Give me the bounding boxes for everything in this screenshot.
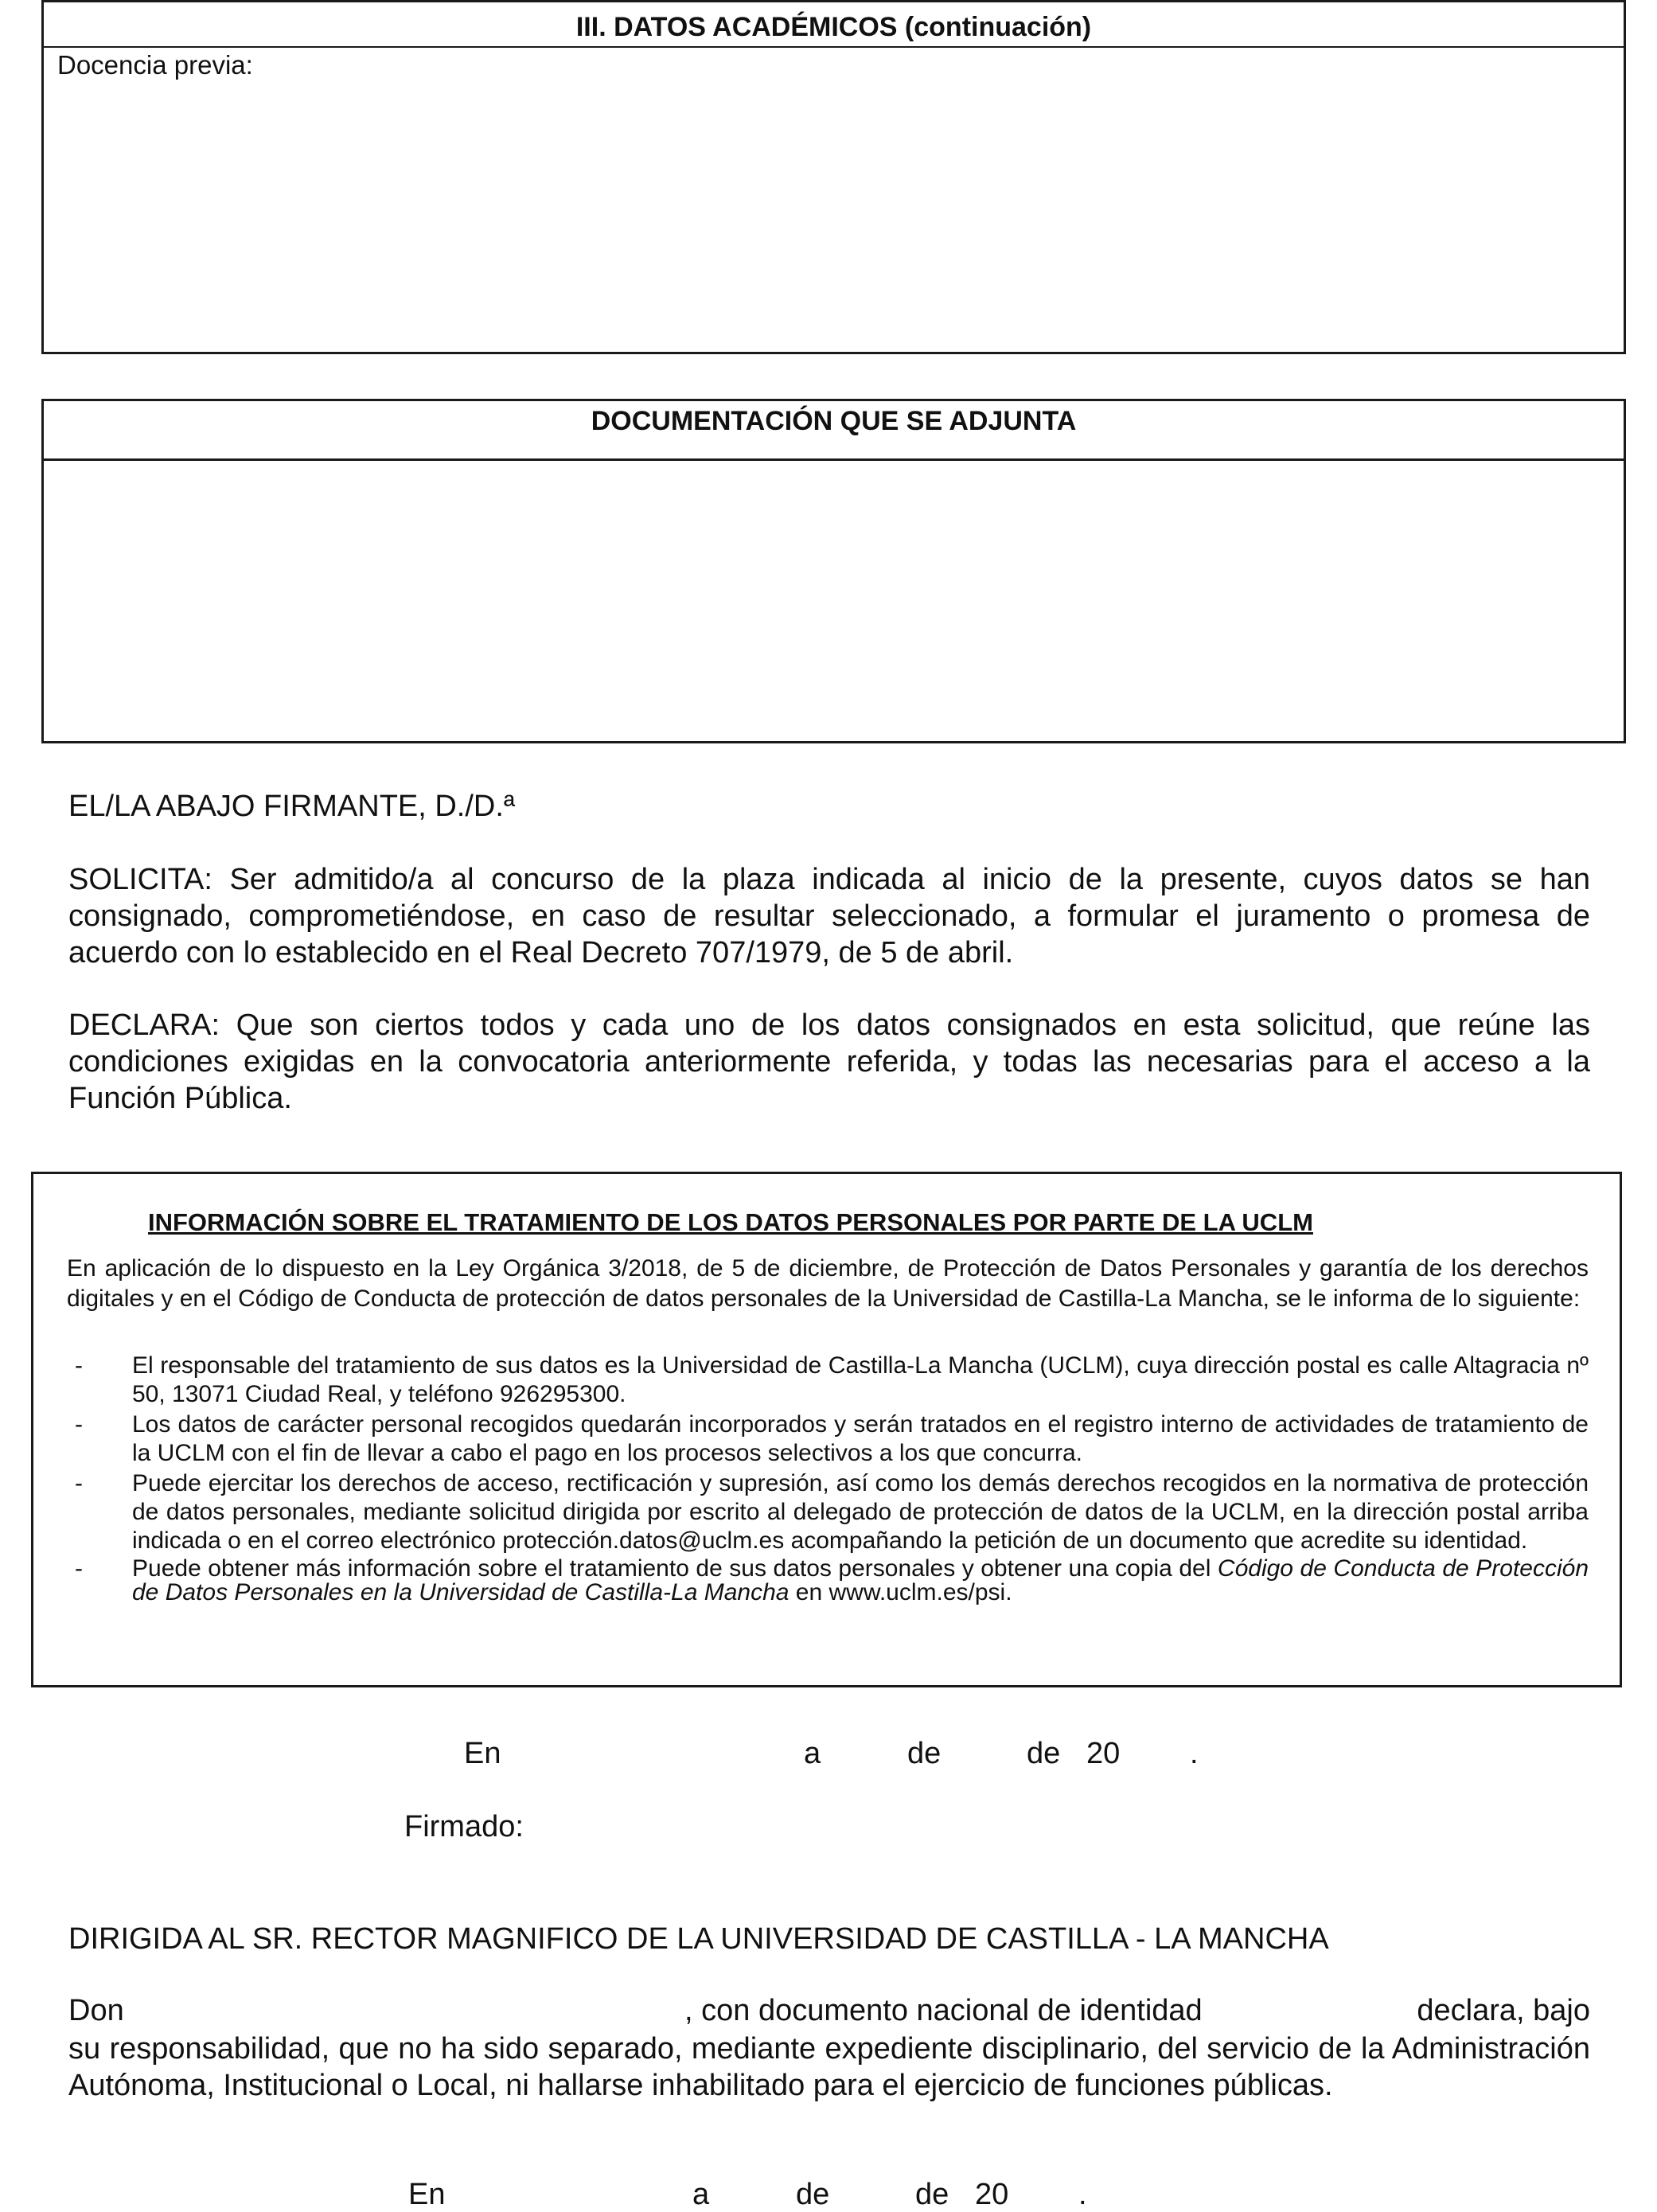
- docencia-previa-label: Docencia previa:: [57, 50, 253, 80]
- declara-paragraph: DECLARA: Que son ciertos todos y cada uno de los datos consignados en esta solicitud, que reúne las condiciones exigidas en la convocatoria anteriormente referida, y todas las necesarias para el acceso a la Función Pública.: [68, 1008, 1590, 1115]
- date-en-label: En: [464, 1737, 501, 1770]
- academic-data-box: [41, 0, 1626, 354]
- signatory-line: EL/LA ABAJO FIRMANTE, D./D.ª: [68, 790, 515, 823]
- list-dash: -: [75, 1555, 83, 1582]
- firmado-label: Firmado:: [404, 1810, 524, 1843]
- privacy-info-list: [67, 1352, 1589, 1606]
- date-a-label: a: [692, 2178, 710, 2211]
- dni-text: , con documento nacional de identidad: [684, 1994, 1203, 2027]
- date-year-label: 20: [975, 2178, 1009, 2211]
- academic-title-divider: [44, 46, 1624, 48]
- list-dash: -: [75, 1470, 83, 1496]
- privacy-info-item: - Los datos de carácter personal recogidos quedarán incorporados y serán tratados en el registro interno de actividades de tratamiento de la UCLM con el fin de llevar a cabo el pago en los procesos selectivos a los que concurra.: [75, 1411, 1589, 1466]
- date-de-label: de: [907, 1737, 942, 1770]
- date-year-label: 20: [1086, 1737, 1121, 1770]
- responsibility-declaration: su responsabilidad, que no ha sido separado, mediante expediente disciplinario, del servicio de la Administración Autónoma, Institucional o Local, ni hallarse inhabilitado para el ejercicio de funciones públicas.: [68, 2032, 1590, 2102]
- date-place-field[interactable]: [517, 1737, 788, 1772]
- date-de-label: de: [796, 2178, 830, 2211]
- privacy-info-item: - El responsable del tratamiento de sus datos es la Universidad de Castilla-La Mancha (UCLM), cuya dirección postal es calle Altagracia nº 50, 13071 Ciudad Real, y teléfono 926295300.: [75, 1352, 1589, 1407]
- privacy-info-item: - Puede obtener más información sobre el tratamiento de sus datos personales y obtener una copia del Código de Conducta de Protección de Datos Personales en la Universidad de Castilla-La Mancha en www.uclm.es/psi.: [75, 1555, 1589, 1605]
- date-dot: .: [1078, 2178, 1087, 2211]
- addressee-line: DIRIGIDA AL SR. RECTOR MAGNIFICO DE LA UNIVERSIDAD DE CASTILLA - LA MANCHA: [68, 1922, 1329, 1956]
- don-name-field[interactable]: [135, 1994, 676, 2029]
- privacy-info-title: INFORMACIÓN SOBRE EL TRATAMIENTO DE LOS DATOS PERSONALES POR PARTE DE LA UCLM: [148, 1208, 1313, 1236]
- don-label: Don: [68, 1994, 124, 2027]
- date-place-field[interactable]: [462, 2178, 684, 2210]
- academic-data-title: III. DATOS ACADÉMICOS (continuación): [575, 12, 1092, 42]
- date-de-label: de: [915, 2178, 949, 2211]
- date-dot: .: [1190, 1737, 1199, 1770]
- privacy-info-item: - Puede ejercitar los derechos de acceso, rectificación y supresión, así como los demás derechos recogidos en la normativa de protección de datos personales, mediante solicitud dirigida por escrito al delegado de protección de datos de la UCLM, en la dirección postal arriba indicada o en el correo electrónico protección.datos@uclm.es acompañando la petición de un documento que acredite su identidad.: [75, 1470, 1589, 1554]
- code-of-conduct-title: Código de Conducta de Protección de Datos Personales en la Universidad de Castilla-La Mancha: [132, 1555, 1589, 1605]
- declara-bajo-text: declara, bajo: [1417, 1994, 1590, 2027]
- privacy-info-intro: En aplicación de lo dispuesto en la Ley Orgánica 3/2018, de 5 de diciembre, de Protección de Datos Personales y garantía de los derechos digitales y en el Código de Conducta de protección de datos personales de la Universidad de Castilla-La Mancha, se le informa de lo siguiente:: [67, 1255, 1589, 1312]
- documentation-title: DOCUMENTACIÓN QUE SE ADJUNTA: [591, 406, 1077, 436]
- list-dash: -: [75, 1411, 83, 1438]
- date-en-label: En: [408, 2178, 446, 2211]
- documentation-box: [41, 399, 1626, 743]
- date-a-label: a: [804, 1737, 821, 1770]
- date-de-label: de: [1027, 1737, 1061, 1770]
- documentation-field[interactable]: [44, 461, 1624, 741]
- dni-field[interactable]: [1234, 1994, 1377, 2029]
- solicita-paragraph: SOLICITA: Ser admitido/a al concurso de la plaza indicada al inicio de la presente, cuyos datos se han consignado, comprometiéndose, en caso de resultar seleccionado, a formular el juramento o promesa de acuerdo con lo establecido en el Real Decreto 707/1979, de 5 de abril.: [68, 863, 1590, 969]
- docencia-previa-field[interactable]: [44, 82, 1624, 352]
- list-dash: -: [75, 1352, 83, 1379]
